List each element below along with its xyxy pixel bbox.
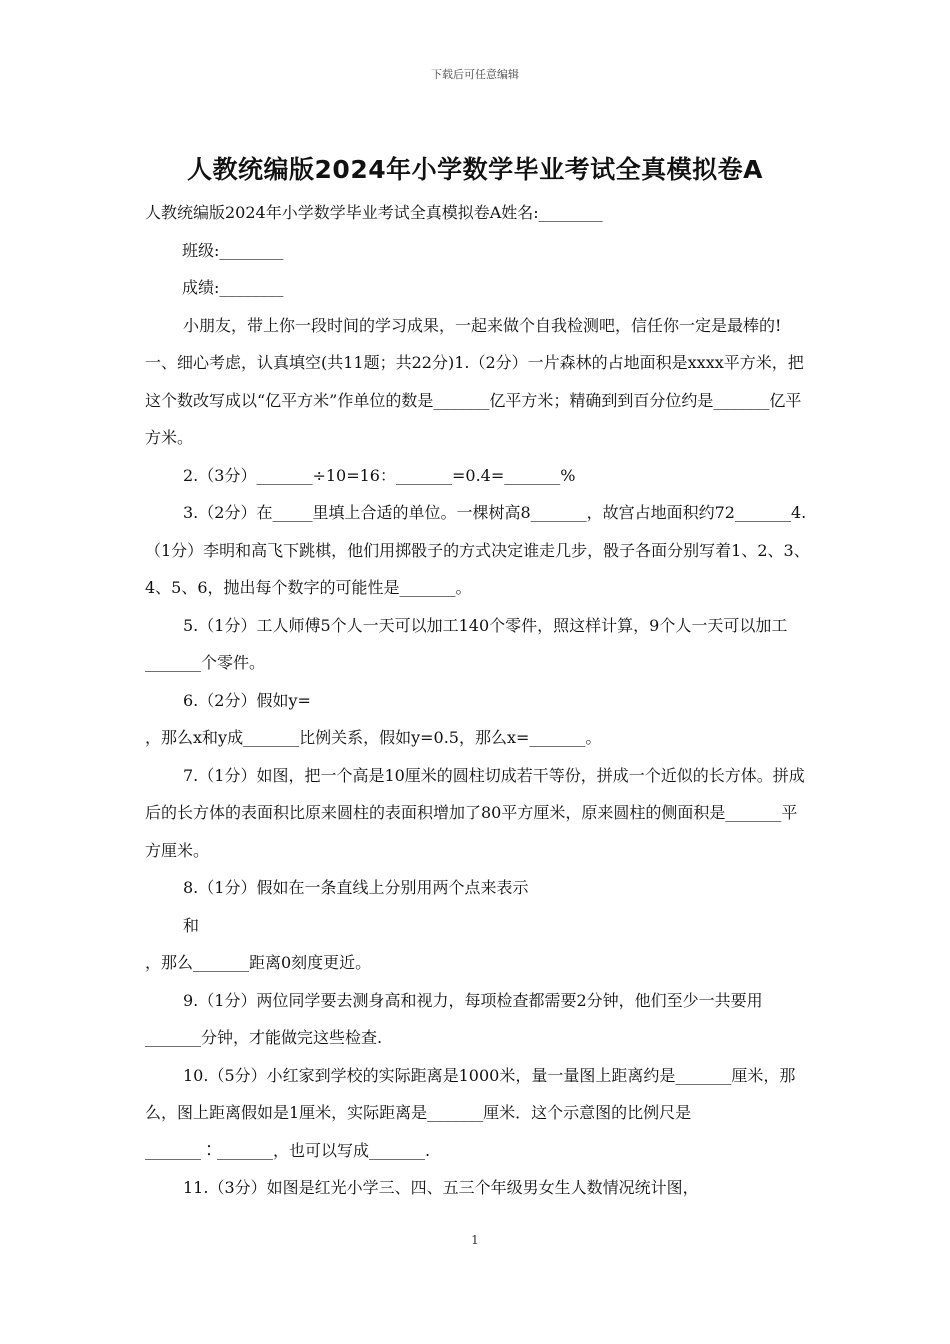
instructions-paragraph: 小朋友，带上你一段时间的学习成果，一起来做个自我检测吧，信任你一定是最棒的!一、细心考虑，认真填空(共11题；共22分)1.（2分）一片森林的占地面积是xxxx平方米，把这个数改写成以“亿平方米”作单位的数是_______亿平方米；精确到到百分位约是_______亿平方米。 (145, 315, 804, 447)
intro-score-line: 成绩:________ (182, 278, 284, 297)
document-title: 人教统编版2024年小学数学毕业考试全真模拟卷A (187, 155, 763, 184)
intro-class-line: 班级:________ (182, 240, 284, 260)
intro-name-line: 人教统编版2024年小学数学毕业考试全真模拟卷A姓名:________ (145, 203, 603, 222)
page-number: 1 (471, 1233, 479, 1247)
question-8-part-1: 8.（1分）假如在一条直线上分别用两个点来表示 (183, 878, 529, 897)
question-7: 7.（1分）如图，把一个高是10厘米的圆柱切成若干等份，拼成一个近似的长方体。拼成后的长方体的表面积比原来圆柱的表面积增加了80平方厘米，原来圆柱的侧面积是_______平方厘米。 (145, 765, 805, 860)
question-8-part-3: ，那么_______距离0刻度更近。 (145, 953, 372, 972)
question-2: 2.（3分）_______÷10=16：_______=0.4=_______% (183, 465, 576, 485)
question-8-part-2: 和 (183, 915, 200, 935)
document-body (145, 194, 810, 1207)
question-10: 10.（5分）小红家到学校的实际距离是1000米，量一量图上距离约是_______厘米，那么，图上距离假如是1厘米，实际距离是_______厘米．这个示意图的比例尺是_______∶_______，也可以写成_______. (145, 1065, 796, 1160)
question-5: 5.（1分）工人师傅5个人一天可以加工140个零件，照这样计算，9个人一天可以加工_______个零件。 (145, 615, 788, 672)
question-11: 11.（3分）如图是红光小学三、四、五三个年级男女生人数情况统计图， (183, 1178, 699, 1197)
question-9: 9.（1分）两位同学要去测身高和视力，每项检查都需要2分钟，他们至少一共要用_______分钟，才能做完这些检查. (145, 990, 763, 1047)
header-note: 下载后可任意编辑 (431, 68, 519, 81)
question-6-part-1: 6.（2分）假如y= (183, 690, 311, 710)
question-3-4: 3.（2分）在_____里填上合适的单位。一棵树高8_______，故宫占地面积约72_______4.（1分）李明和高飞下跳棋，他们用掷骰子的方式决定谁走几步，骰子各面分别写着1、2、3、4、5、6，抛出每个数字的可能性是_______。 (145, 503, 810, 597)
question-6-part-2: ，那么x和y成_______比例关系，假如y=0.5，那么x=_______。 (145, 728, 602, 747)
